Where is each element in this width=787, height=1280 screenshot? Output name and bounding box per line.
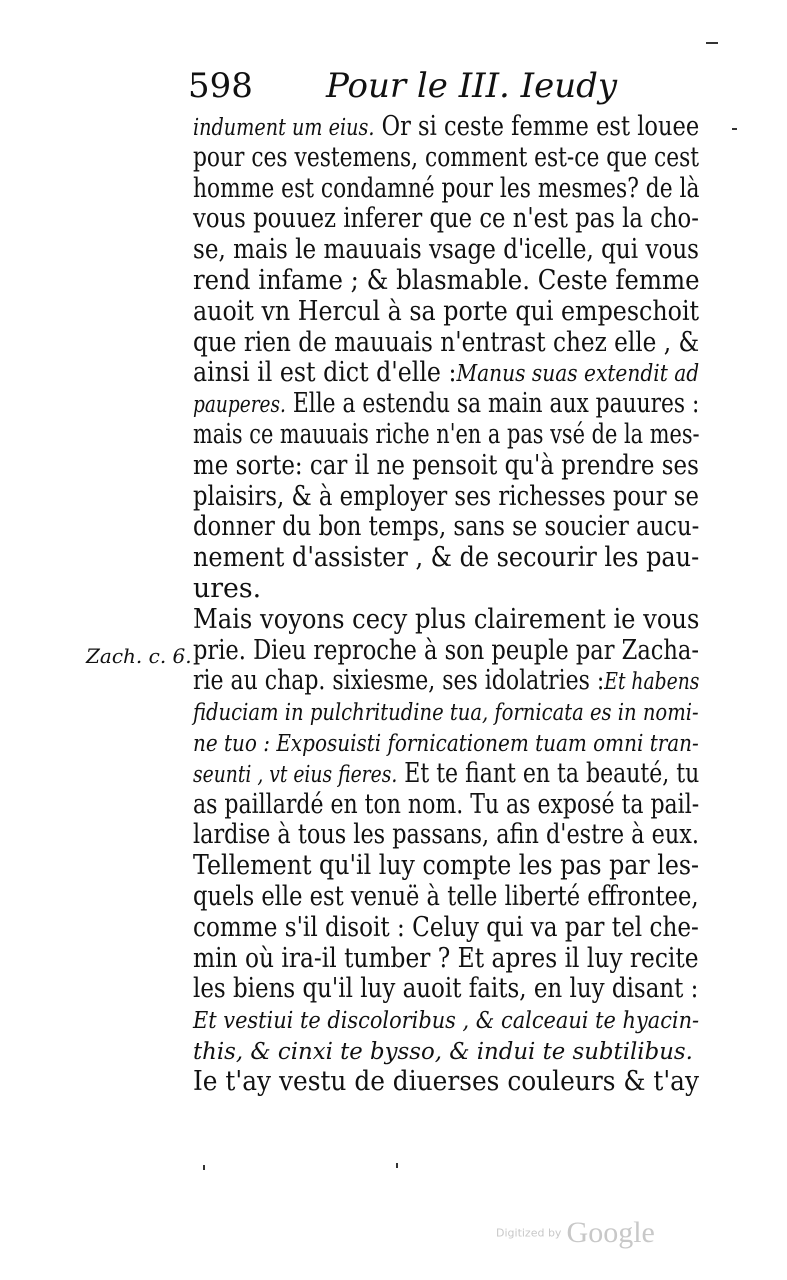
watermark-prefix: Digitized by: [496, 1226, 562, 1240]
digitized-by-google-watermark: [496, 1216, 655, 1250]
text-line: [193, 728, 699, 759]
line-text: prie. Dieu reproche à son peuple par Zacha-: [193, 634, 699, 666]
body-text: [193, 112, 703, 1098]
text-line: [193, 172, 700, 205]
line-text: as paillardé en ton nom. Tu as exposé ta pail-: [193, 788, 700, 820]
latin-quotation: indument um eius.: [193, 115, 375, 141]
line-text: Ie t'ay vestu de diuerses couleurs & t'ay: [193, 1065, 700, 1097]
text-line: [193, 757, 700, 790]
line-text: se, mais le mauuais vsage d'icelle, qui vous: [193, 234, 699, 266]
line-text: quels elle est venuë à telle liberté effrontee,: [193, 880, 699, 912]
running-title: Pour le III. Ieudy: [326, 66, 618, 106]
line-text: min où ira-il tumber ? Et apres il luy recite: [193, 942, 699, 974]
line-text: Tellement qu'il luy compte les pas par les-: [193, 850, 700, 882]
text-line: [193, 1005, 700, 1036]
line-text: Et te fiant en ta beauté, tu: [397, 757, 700, 789]
text-line: [193, 234, 699, 266]
latin-quotation: ne tuo : Exposuisti fornicationem tuam omni tran-: [193, 730, 699, 757]
latin-quotation: Et habens: [604, 669, 700, 696]
line-text: auoit vn Hercul à sa porte qui empeschoit: [193, 295, 700, 327]
text-line: [193, 634, 699, 667]
line-text: lardise à tous les passans, afin d'estre à eux.: [193, 819, 699, 851]
ink-speck: [706, 42, 718, 44]
text-line: [193, 264, 700, 297]
latin-quotation: Et vestiui te discoloribus , & calceaui te hyacin-: [193, 1008, 700, 1035]
text-line: [193, 911, 699, 944]
line-text: donner du bon temps, sans se soucier aucu-: [193, 511, 700, 543]
ink-speck: [396, 1163, 398, 1168]
text-line: [193, 141, 699, 174]
text-line: [193, 357, 700, 389]
text-line: [193, 542, 700, 574]
text-line: [193, 1036, 699, 1067]
line-text: rie au chap. sixiesme, ses idolatries :: [193, 665, 605, 697]
text-line: [193, 880, 699, 913]
text-line: [193, 973, 699, 1005]
text-line: [193, 111, 700, 143]
line-text: ures.: [193, 572, 262, 604]
line-text: comme s'il disoit : Celuy qui va par tel che-: [193, 911, 699, 943]
ink-speck: [732, 128, 737, 130]
line-text: rend infame ; & blasmable. Ceste femme: [193, 264, 700, 296]
text-line: [193, 388, 700, 420]
latin-quotation: seunti , vt eius fieres.: [193, 761, 398, 788]
text-line: [193, 942, 699, 975]
latin-quotation: pauperes.: [193, 392, 286, 419]
latin-quotation: fiduciam in pulchritudine tua, fornicata es in nomi-: [193, 700, 699, 727]
line-text: Or si ceste femme est louee: [374, 111, 700, 142]
line-text: Elle a estendu sa main aux pauures :: [285, 388, 700, 420]
line-text: Mais voyons cecy plus clairement ie vous: [193, 603, 700, 635]
line-text: mais ce mauuais riche n'en a pas vsé de la mes-: [193, 418, 700, 450]
text-line: [193, 449, 699, 482]
latin-quotation: Manus suas extendit ad: [456, 361, 700, 388]
line-text: nement d'assister , & de secourir les pau-: [193, 542, 700, 574]
text-line: [193, 203, 699, 235]
text-line: [193, 697, 699, 728]
text-line: [193, 295, 700, 328]
line-text: vous pouuez inferer que ce n'est pas la cho-: [193, 203, 699, 235]
page-number: 598: [188, 66, 253, 106]
text-line: [193, 1065, 700, 1098]
text-line: [193, 603, 700, 636]
line-text: plaisirs, & à employer ses richesses pour se: [193, 480, 699, 512]
text-line: [193, 511, 700, 543]
line-text: les biens qu'il luy auoit faits, en luy disant :: [193, 973, 699, 1005]
line-text: que rien de mauuais n'entrast chez elle , &: [193, 326, 700, 358]
text-line: [193, 418, 700, 451]
watermark-brand: Google: [566, 1216, 655, 1249]
ink-speck: [203, 1165, 205, 1170]
line-text: pour ces vestemens, comment est-ce que cest: [193, 141, 699, 173]
page-header: [188, 66, 618, 110]
text-line: [193, 326, 700, 359]
latin-quotation: this, & cinxi te bysso, & indui te subtilibus.: [193, 1038, 693, 1065]
line-text: ainsi il est dict d'elle :: [193, 357, 457, 389]
line-text: me sorte: car il ne pensoit qu'à prendre ses: [193, 449, 699, 481]
text-line: [193, 819, 699, 851]
margin-note: Zach. c. 6.: [86, 644, 192, 668]
text-line: [193, 574, 699, 605]
line-text: homme est condamné pour les mesmes? de là: [193, 172, 700, 204]
text-line: [193, 480, 699, 513]
text-line: [193, 850, 700, 882]
text-line: [193, 665, 700, 697]
text-line: [193, 788, 700, 821]
